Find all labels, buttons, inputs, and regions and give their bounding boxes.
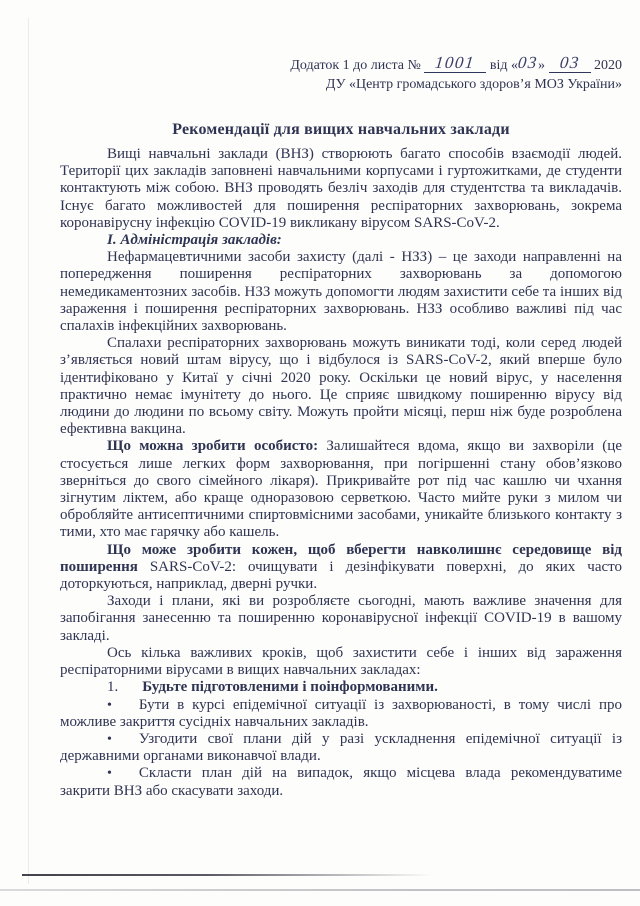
document-header — [60, 54, 622, 94]
bullet-item — [60, 731, 622, 765]
handwritten-day: 03 — [517, 53, 539, 72]
paragraph-personal-lead: Що можна зробити особисто: — [107, 438, 319, 455]
paragraph-everyone-lead: Що може зробити кожен, щоб вберегти навколишнє середовище від поширення — [60, 541, 622, 575]
paragraph-everyone — [60, 542, 622, 594]
bullet-item — [60, 765, 622, 799]
bullet-icon: • — [107, 766, 112, 782]
handwritten-letter-number: 1001 — [434, 53, 477, 72]
document-body — [60, 146, 622, 800]
scan-edge-line-bottom-light — [0, 889, 640, 891]
handwritten-month: 03 — [558, 53, 581, 72]
document-title: Рекомендації для вищих навчальних заклади — [172, 121, 510, 138]
bullet-item — [60, 697, 622, 731]
header-year: 2020 — [594, 58, 622, 73]
numbered-item-1 — [60, 679, 622, 696]
letter-number-blank — [424, 53, 486, 73]
paragraph-intro: Вищі навчальні заклади (ВНЗ) створюють багато способів взаємодії людей. Території цих закладів заповнені навчальними корпусами і гуртожитками, де студенти контактують між собою. ВНЗ проводять безліч заходів для студентства та викладачів. Існує багато можливостей для поширення респіраторних захворювань, зокрема коронавірусну інфекцію COVID-19 викликану вірусом SARS-CoV-2. — [60, 146, 622, 231]
month-blank — [549, 53, 591, 73]
scan-edge-line-bottom-dark — [22, 874, 432, 876]
list-number: 1. — [107, 679, 119, 696]
bullet-icon: • — [107, 697, 112, 713]
bullet-text: Бути в курсі епідемічної ситуації із захворюваності, в тому числі про можливе закриття сусідніх навчальних закладів. — [60, 696, 622, 730]
header-appendix-text: Додаток 1 до листа № — [290, 58, 421, 73]
paragraph-outbreaks: Спалахи респіраторних захворювань можуть виникати тоді, коли серед людей з’являється новий штам вірусу, що і відбулося із SARS-CoV-2, який вперше було ідентифіковано у Китаї у січні 2020 року. Оскільки це новий вірус, у населення практично немає імунітету до нього. Це сприяє швидкому поширенню вірусу від людини до людини по всьому світу. Можуть пройти місяці, перш ніж буде розроблена ефективна вакцина. — [60, 335, 622, 438]
paragraph-plans: Заходи і плани, які ви розробляєте сьогодні, мають важливе значення для запобігання занесенню та поширенню коронавірусної інфекції COVID-19 в вашому закладі. — [60, 593, 622, 644]
header-quote-close: » — [538, 58, 545, 73]
header-organization: ДУ «Центр громадського здоров’я МОЗ України» — [325, 77, 622, 92]
bullet-icon: • — [107, 731, 112, 747]
paragraph-nzz: Нефармацевтичними засоби захисту (далі - НЗЗ) – це заходи направленні на попередження поширення респіраторних захворювань за допомогою немедикаментозних засобів. НЗЗ можуть допомогти людям захистити себе та інших від зараження і поширення респіраторних захворювань. НЗЗ особливо важливі під час спалахів інфекційних захворювань. — [60, 249, 622, 335]
paragraph-everyone-rest: SARS-CoV-2: очищувати і дезінфікувати поверхні, до яких часто доторкуються, наприклад, дверні ручки. — [60, 558, 622, 593]
bullet-text: Узгодити свої плани дій у разі ускладнення епідемічної ситуації із державними органами виконавчої влади. — [60, 730, 622, 765]
section-heading-administration: І. Адміністрація закладів: — [107, 232, 282, 249]
header-date-word: від « — [489, 58, 518, 73]
scan-edge-line-left — [28, 18, 29, 884]
paragraph-steps-intro: Ось кілька важливих кроків, щоб захистити себе і інших від зараження респіраторними вірусами в вищих навчальних закладах: — [60, 644, 622, 679]
paragraph-personal — [60, 438, 622, 541]
list-item-title: Будьте підготовленими і поінформованими. — [142, 679, 438, 696]
paragraph-personal-rest: Залишайтеся вдома, якщо ви захворіли (це стосується лише легких форм захворювання, при погіршенні стану обов’язково зверніться до свого сімейного лікаря). Прикривайте рот під час кашлю чи чхання зігнутим ліктем, або краще одноразовою серветкою. Часто мийте руки з милом чи обробляйте антисептичними спиртовмісними засобами, уникайте близького контакту з тими, хто має гарячку або кашель. — [60, 438, 622, 541]
bullet-text: Скласти план дій на випадок, якщо місцева влада рекомендуватиме закрити ВНЗ або скасувати заходи. — [60, 765, 622, 799]
header-reference-line — [60, 54, 622, 75]
